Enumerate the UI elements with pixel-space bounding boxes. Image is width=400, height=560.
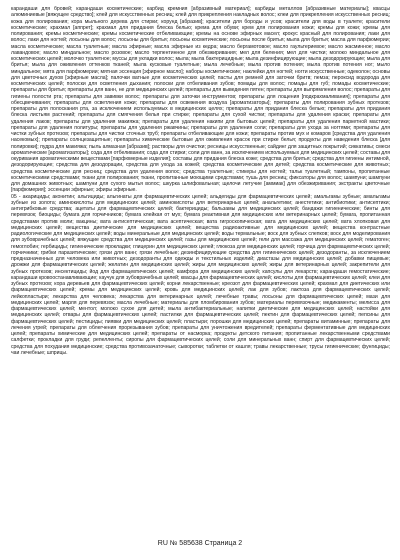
goods-list-text <box>11 6 390 534</box>
class-05-paragraph: 05 - акарициды; аконитин; альгициды; альгинаты для фармацевтических целей; альдегиды для фармацевтических целей; амальгамы зубные; амальгамы зубные из золота; аминокислоты для медицинских целей; аминокислоты для ветеринарных целей; анальгетики; анестетики; антибиотики; антисептики; антигрибковые средства; ацетаты для фармацевтических целей; бактерициды; бальзамы для медицинских целей; бандажи гигиенические; бинты для перевязок; биоциды; бумага для горчичников; бумага клейкая от мух; бумага реактивная для медицинских или ветеринарных целей; бумага, пропитанная средствами против моли; вакцины; вата антисептическая; вата асептическая; вата гигроскопическая; вата для медицинских целей; вата хлопковая для медицинских целей; вещества диетические для медицинских целей; вещества радиоактивные для медицинских целей; вещества контрастные радиологические для медицинских целей; воды минеральные для медицинских целей; воды термальные; воск для зубных слепков; воск для моделирования для зубоврачебных целей; вяжущие средства для медицинских целей; газы для медицинских целей; гели для массажа для медицинских целей; гематоген; гемоглобин; гербициды; гигиенические прокладки; глицерин для медицинских целей; глюкоза для медицинских целей; горчица для фармацевтических целей; горчичники; грибки паразитические; грязи для ванн; грязи лечебные; дезинфицирующие средства для гигиенических целей; дезодоранты, за исключением предназначенных для человека или животных; дезодоранты для одежды и текстильных изделий; диастазы для медицинских целей; добавки пищевые; дрожжи для фармацевтических целей; желатин для медицинских целей; жиры для медицинских целей; жиры для ветеринарных целей; закрепители для зубных протезов; инсектициды; йод для фармацевтических целей; камфора для медицинских целей; капсулы для лекарств; карандаши гемостатические; карандаши кровоостанавливающие; каучук для зубоврачебных целей; квасцы для фармацевтических целей; кислоты для фармацевтических целей; клеи для зубных протезов; кора деревьев для фармацевтических целей; корни лекарственные; креозот для фармацевтических целей; крахмал для диетических или фармацевтических целей; кремы для медицинских целей; кровь для медицинских целей; лак для зубов; лактоза для фармацевтических целей; лейкопластыри; лекарства для человека; лекарства для ветеринарных целей; лечебные травы; лосьоны для фармацевтических целей; мази для медицинских целей; марля для перевязок; масла лечебные; материалы для пломбирования зубов; материалы перевязочные; медикаменты; мелисса для фармацевтических целей; ментол; молоко сухое для детей; мыла антибактериальные; напитки диетические для медицинских целей; настойки для медицинских целей; отвары для фармацевтических целей; пастилки для фармацевтических целей; пектин для фармацевтических целей; пепсины для фармацевтических целей; пестициды; пиявки для медицинских целей; пластыри; порошки для медицинских целей; препараты витаминные; препараты для лечения угрей; препараты для облегчения прорезывания зубов; препараты для уничтожения вредителей; препараты ферментативные для медицинских целей; препараты химические для медицинских целей; препараты от насморка; продукты детского питания; пропитанные лекарственными средствами салфетки; прокладки для груди; репелленты; сиропы для фармацевтических целей; соли для минеральных ванн; спирт для фармацевтических целей; средства для похудания медицинские; средства противозачаточные; сыворотки; таблетки от кашля; травы лекарственные; трусы гигиенические; фунгициды; чаи лечебные; шприцы. <box>11 193 390 356</box>
page-footer: RU № 585638 Страница 2 <box>157 540 243 547</box>
class-03-paragraph: карандаши для бровей; карандаши косметические; карбид кремния [абразивный материал]; карбиды металлов [абразивные материалы]; квасцы алюминиевые [вяжущее средство]; клей для искусственных ресниц; клей для прикрепления накладных волос; клеи для прикрепления искусственных ресниц; кожа для полирования; кора мыльного дерева для стирки; корунд [абразив]; красители для бороды и усов; красители для воды в туалете; красители косметические; крахмал [аппрет]; крахмал для придания блеска белью; крема для обуви; крем для полирования кожи; кремы для кожи; кремы для полирования; кремы косметические; кремы косметические отбеливающие; кремы на основе эфирных масел; крокус красный для полирования; лаки для волос; лаки для ногтей; лосьоны для волос; лосьоны для бритья; лосьоны косметические; лосьоны после бритья; мыла для бритья; масла для парфюмерии; масла косметические; масла туалетные; масла эфирные; масла эфирные из кедра; масло бергамотовое; масло гаультериевое; масло жасминное; масло лавандовое; масло миндальное; масло розовое; масло терпентинное для обезжиривания; мел для беления; мел для чистки; молоко миндальное для косметических целей; молочко туалетное; муссы для укладки волос; мыла; мыла бактерицидные; мыла дезинфицирующие; мыла дезодорирующие; мыла для бритья; мыла для оживления оттенков тканей; мыла кусковые туалетные; мыла лечебные; мыла против потения; мыла против потения ног; мыло миндальное; мята для парфюмерии; мятная эссенция [эфирное масло]; наборы косметические; наклейки для ногтей; ногти искусственные; одеколон; основы для цветочных духов [эфирные масла]; палочки ватные для косметических целей; пасты для ремней для заточки бритв; пемза; пероксид водорода для косметических целей; полоски для осветления дыхания; полоски для отбеливания зубов; помады для волос; помады для губ; помады косметические; препараты для бритья; препараты для ванн, не для медицинских целей; препараты для выведения пятен; препараты для выпрямления волос; препараты для гигиены полости рта; препараты для завивки волос; препараты для заточки инструментов; препараты для лощения [подкрахмаливания]; препараты для обесцвечивания; препараты для осветления кожи; препараты для освежения воздуха [ароматизаторы]; препараты для полирования зубных протезов; препараты для полоскания рта, за исключением используемых в медицинских целях; препараты для придания блеска белью; препараты для придания блеска листьям растений; препараты для смягчения белья при стирке; препараты для сухой чистки; препараты для удаления краски; препараты для удаления лаков; препараты для удаления макияжа; препараты для удаления накипи для бытовых целей; препараты для удаления паркетной мастики; препараты для удаления политуры; препараты для удаления ржавчины; препараты для удаления соли; препараты для ухода за ногтями; препараты для чистки зубных протезов; препараты для чистки сточных труб; препараты отбеливающие для кожи; препараты против мух и комаров [средства для удаления насекомых]; препараты солнцезащитные; препараты химические бытовые для оживления красок при стирке белья; продукты для наведения блеска [для полировки]; пудра для макияжа; пыль алмазная [абразив]; растворы для очистки; ресницы искусственные; сайдинг для защитных покрытий; сиккативы; смеси ароматические [ароматизаторы]; сода для отбеливания; сода для стирки; соли для ванн, за исключением используемых для медицинских целей; составы для окуривания ароматическими веществами [парфюмерные изделия]; составы для придания блеска коже; средства для бритья; средства для гигиены интимной, дезодорирующие; средства для дезодорации, средства для ухода за кожей; средства косметические для детей; средства косметические для животных; средства косметические для ресниц; средства для удаления волос; средства туалетные; стикеры для ногтей; тальк туалетный; тампоны, пропитанные косметическими средствами; ткани для полирования; ткани, пропитанные моющими средствами; тушь для ресниц; фиксаторы для волос; шампуни; шампуни для домашних животных; шампуни для сухого мытья волос; шкурка шлифовальная; щелочи летучие [аммиак] для обезжиривания; экстракты цветочные [парфюмерия]; эссенции эфирные; эфиры эфирные. <box>11 6 390 194</box>
